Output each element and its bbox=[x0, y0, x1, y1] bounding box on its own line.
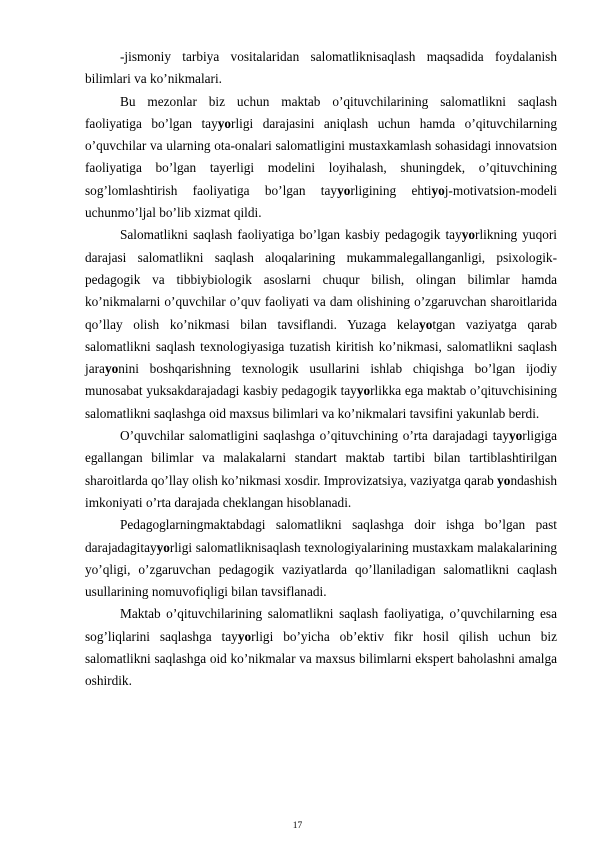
text-run: tgan vaziyatga qarab salomatlikni saqlash texnologiyasiga tuzatish kiritish ko’nikmasi, salomatlikni saqlash jara bbox=[85, 316, 557, 377]
text-run: rligi salomatliknisaqlash texnologiyalarining mustaxkam malakalarining yo’qligi, o’zgaruvchan pedagogik vaziyatlarda qo’llaniladigan salomatlikni caqlash usullarining nomuvofiqligi bilan tavsiflanadi. bbox=[85, 539, 557, 600]
text-run: -jismoniy tarbiya vositalaridan salomatliknisaqlash maqsadida foydalanish bilimlari va ko’nikmalari. bbox=[85, 49, 557, 87]
text-run: Bu mezonlar biz uchun maktab o’qituvchilarining salomatlikni saqlash faoliyatiga bo’lgan tay bbox=[85, 93, 557, 131]
bold-text-run: yo bbox=[217, 115, 232, 131]
text-run: Maktab o’qituvchilarining salomatlikni saqlash faoliyatiga, o’quvchilarning esa sog’liqlarini saqlashga tay bbox=[85, 606, 557, 644]
paragraph bbox=[85, 91, 557, 225]
bold-text-run: yo bbox=[337, 182, 351, 198]
text-run: rlikka ega maktab o’qituvchisining salomatlikni saqlashga oid maxsus bilimlari va ko’nikmalari tavsifini yakunlab berdi. bbox=[85, 383, 557, 421]
paragraph bbox=[85, 514, 557, 603]
document-body bbox=[85, 46, 557, 693]
bold-text-run: yo bbox=[461, 227, 476, 243]
bold-text-run: yo bbox=[431, 182, 445, 198]
bold-text-run: yo bbox=[508, 428, 523, 444]
text-run: ndashish imkoniyati o’rta darajada cheklangan hisoblanadi. bbox=[85, 472, 557, 510]
text-run: rlikning yuqori darajasi salomatlikni saqlash aloqalarining mukammalegallanganligi, psixologik-pedagogik va tibbiybiologik asoslarni chuqur bilish, olingan bilimlar hamda ko’nikmalarni o’quvchilar o’quv faoliyati va dam olishining o’zgaruvchan sharoitlarida qo’llay olish ko’nikmasi bilan tavsiflandi. Yuzaga kela bbox=[85, 227, 557, 332]
page-number: 17 bbox=[292, 821, 303, 831]
paragraph bbox=[85, 425, 557, 514]
bold-text-run: yo bbox=[104, 361, 119, 377]
paragraph bbox=[85, 224, 557, 425]
text-run: rligi darajasini aniqlash uchun hamda o’qituvchilarning o’quvchilar va ularning ota-onalari salomatligini mustaxkamlash sohasidagi innovatsion faoliyatiga bo’lgan tayerligi modelini loyihalash, shuningdek, o’qituvchining sog’lomlashtirish faoliyatiga bo’lgan tay bbox=[85, 115, 557, 198]
bold-text-run: yo bbox=[497, 472, 511, 488]
text-run: rligiga egallangan bilimlar va malakalarni standart maktab tartibi bilan tartiblashtirilgan sharoitlarda qo’llay olish ko’nikmasi xosdir. Improvizatsiya, vaziyatga qarab bbox=[85, 428, 557, 488]
bold-text-run: yo bbox=[237, 628, 252, 644]
text-run: Pedagoglarningmaktabdagi salomatlikni saqlashga doir ishga bo’lgan past darajadagitay bbox=[85, 517, 557, 555]
bold-text-run: yo bbox=[419, 316, 433, 332]
text-run: O’quvchilar salomatligini saqlashga o’qituvchining o’rta darajadagi tay bbox=[120, 428, 509, 444]
bold-text-run: yo bbox=[356, 383, 371, 399]
text-run: j-motivatsion-modeli uchunmo’ljal bo’lib xizmat qildi. bbox=[85, 182, 558, 221]
paragraph bbox=[85, 603, 557, 692]
text-run: nini boshqarishning texnologik usullarini ishlab chiqishga bo’lgan ijodiy munosabat yuksakdarajadagi kasbiy pedagogik tay bbox=[85, 361, 557, 399]
bold-text-run: yo bbox=[156, 539, 170, 555]
text-run: rligining ehti bbox=[350, 182, 432, 198]
text-run: rligi bo’yicha ob’ektiv fikr hosil qilish uchun biz salomatlikni saqlashga oid ko’nikmalar va maxsus bilimlarni ekspert baholashni amalga oshirdik. bbox=[85, 628, 557, 689]
text-run: Salomatlikni saqlash faoliyatiga bo’lgan kasbiy pedagogik tay bbox=[120, 227, 462, 243]
paragraph bbox=[85, 46, 557, 91]
